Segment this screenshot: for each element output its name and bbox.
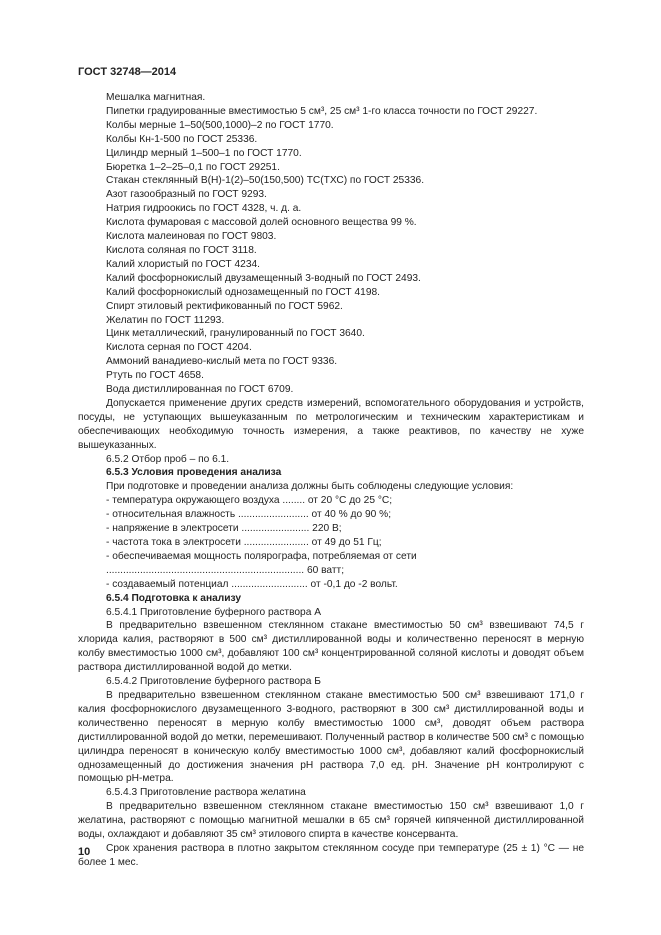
- equipment-item: Кислота серная по ГОСТ 4204.: [106, 342, 252, 354]
- conditions-intro: При подготовке и проведении анализа должны быть соблюдены следующие условия:: [106, 481, 514, 493]
- condition-item: - температура окружающего воздуха ........ от 20 °С до 25 °С;: [106, 495, 393, 507]
- equipment-item: Кислота фумаровая с массовой долей основного вещества 99 %.: [106, 217, 417, 229]
- section-6-5-4-1-heading: 6.5.4.1 Приготовление буферного раствора А: [106, 606, 322, 618]
- equipment-item: Стакан стеклянный В(Н)-1(2)–50(150,500) ТС(ТХС) по ГОСТ 25336.: [106, 175, 425, 187]
- condition-item: - обеспечиваемая мощность полярографа, потребляемая от сети: [106, 550, 417, 562]
- equipment-item: Натрия гидроокись по ГОСТ 4328, ч. д. а.: [106, 203, 302, 215]
- page-number: 10: [78, 846, 91, 858]
- equipment-item: Ртуть по ГОСТ 4658.: [106, 370, 204, 382]
- condition-item: - относительная влажность ......................... от 40 % до 90 %;: [106, 509, 392, 521]
- equipment-item: Аммоний ванадиево-кислый мета по ГОСТ 9336.: [106, 356, 338, 368]
- equipment-item: Кислота малеиновая по ГОСТ 9803.: [106, 231, 277, 243]
- conditions-list: [78, 494, 584, 591]
- section-6-5-4-1-text: В предварительно взвешенном стеклянном стакане вместимостью 50 см³ взвешивают 74,5 г хлорида калия, растворяют в 500 см³ дистиллированной воды и количественно переносят в мерную колбу вместимостью 1000 см³, добавляют 100 см³ концентрированной соляной кислоты и доводят объем раствора дистиллированной водой до метки.: [78, 620, 584, 674]
- section-6-5-3-heading: 6.5.3 Условия проведения анализа: [106, 467, 282, 479]
- condition-item: ...................................................................... 60 ватт;: [106, 564, 345, 576]
- equipment-item: Цинк металлический, гранулированный по ГОСТ 3640.: [106, 328, 365, 340]
- equipment-item: Вода дистиллированная по ГОСТ 6709.: [106, 384, 294, 396]
- equipment-item: Колбы Кн-1-500 по ГОСТ 25336.: [106, 133, 258, 145]
- equipment-item: Бюретка 1–2–25–0,1 по ГОСТ 29251.: [106, 161, 280, 173]
- condition-item: - частота тока в электросети ....................... от 49 до 51 Гц;: [106, 537, 382, 548]
- equipment-item: Калий хлористый по ГОСТ 4234.: [106, 258, 260, 270]
- equipment-item: Калий фосфорнокислый двузамещенный 3-водный по ГОСТ 2493.: [106, 272, 421, 284]
- equipment-item: Спирт этиловый ректификованный по ГОСТ 5962.: [106, 300, 343, 312]
- section-6-5-4-heading: 6.5.4 Подготовка к анализу: [106, 592, 242, 604]
- equipment-item: Пипетки градуированные вместимостью 5 см³, 25 см³ 1-го класса точности по ГОСТ 29227.: [106, 105, 538, 117]
- equipment-item: Цилиндр мерный 1–500–1 по ГОСТ 1770.: [106, 147, 302, 159]
- equipment-item: Калий фосфорнокислый однозамещенный по ГОСТ 4198.: [106, 286, 380, 298]
- section-6-5-4-3-heading: 6.5.4.3 Приготовление раствора желатина: [106, 787, 306, 799]
- section-6-5-4-2-heading: 6.5.4.2 Приготовление буферного раствора Б: [106, 676, 321, 688]
- condition-item: - напряжение в электросети ........................ 220 В;: [106, 523, 342, 535]
- equipment-list: [78, 91, 584, 397]
- section-6-5-4-3-text: В предварительно взвешенном стеклянном стакане вместимостью 150 см³ взвешивают 1,0 г желатина, растворяют с помощью магнитной мешалки в 65 см³ горячей кипяченной дистиллированной воды, охлаждают и добавляют 35 см³ этилового спирта в качестве консерванта.: [78, 801, 584, 841]
- section-6-5-2: 6.5.2 Отбор проб – по 6.1.: [106, 453, 230, 465]
- storage-paragraph: Срок хранения раствора в плотно закрытом стеклянном сосуде при температуре (25 ± 1) °С — не более 1 мес.: [78, 842, 584, 868]
- equipment-item: Мешалка магнитная.: [106, 92, 206, 103]
- page-body: [78, 91, 584, 870]
- equipment-item: Азот газообразный по ГОСТ 9293.: [106, 189, 267, 201]
- condition-item: - создаваемый потенциал ........................... от -0,1 до -2 вольт.: [106, 578, 398, 590]
- allowed-substitutes-paragraph: Допускается применение других средств измерений, вспомогательного оборудования и устройств, посуды, не уступающих вышеуказанным по метрологическим и техническим характеристикам и обеспечивающих необходимую точность измерения, а также реактивов, по качеству не хуже вышеуказанных.: [78, 397, 584, 451]
- equipment-item: Колбы мерные 1–50(500,1000)–2 по ГОСТ 1770.: [106, 119, 334, 131]
- equipment-item: Желатин по ГОСТ 11293.: [106, 314, 225, 326]
- section-6-5-4-2-text: В предварительно взвешенном стеклянном стакане вместимостью 500 см³ взвешивают 171,0 г калия фосфорнокислого двузамещенного 3-водного, растворяют в 300 см³ дистиллированной воды и количественно переносят в мерную колбу вместимостью 1000 см³, доводят объем раствора дистиллированной водой до метки, перемешивают. Полученный раствор в количестве 500 см³ с помощью цилиндра переносят в коническую колбу вместимостью 1000 см³, добавляют калий фосфорнокислый однозамещенный до достижения значения рН раствора 7,0 ед. рН. Значение рН контролируют с помощью рН-метра.: [78, 689, 584, 785]
- equipment-item: Кислота соляная по ГОСТ 3118.: [106, 244, 257, 256]
- document-header: ГОСТ 32748—2014: [78, 66, 177, 78]
